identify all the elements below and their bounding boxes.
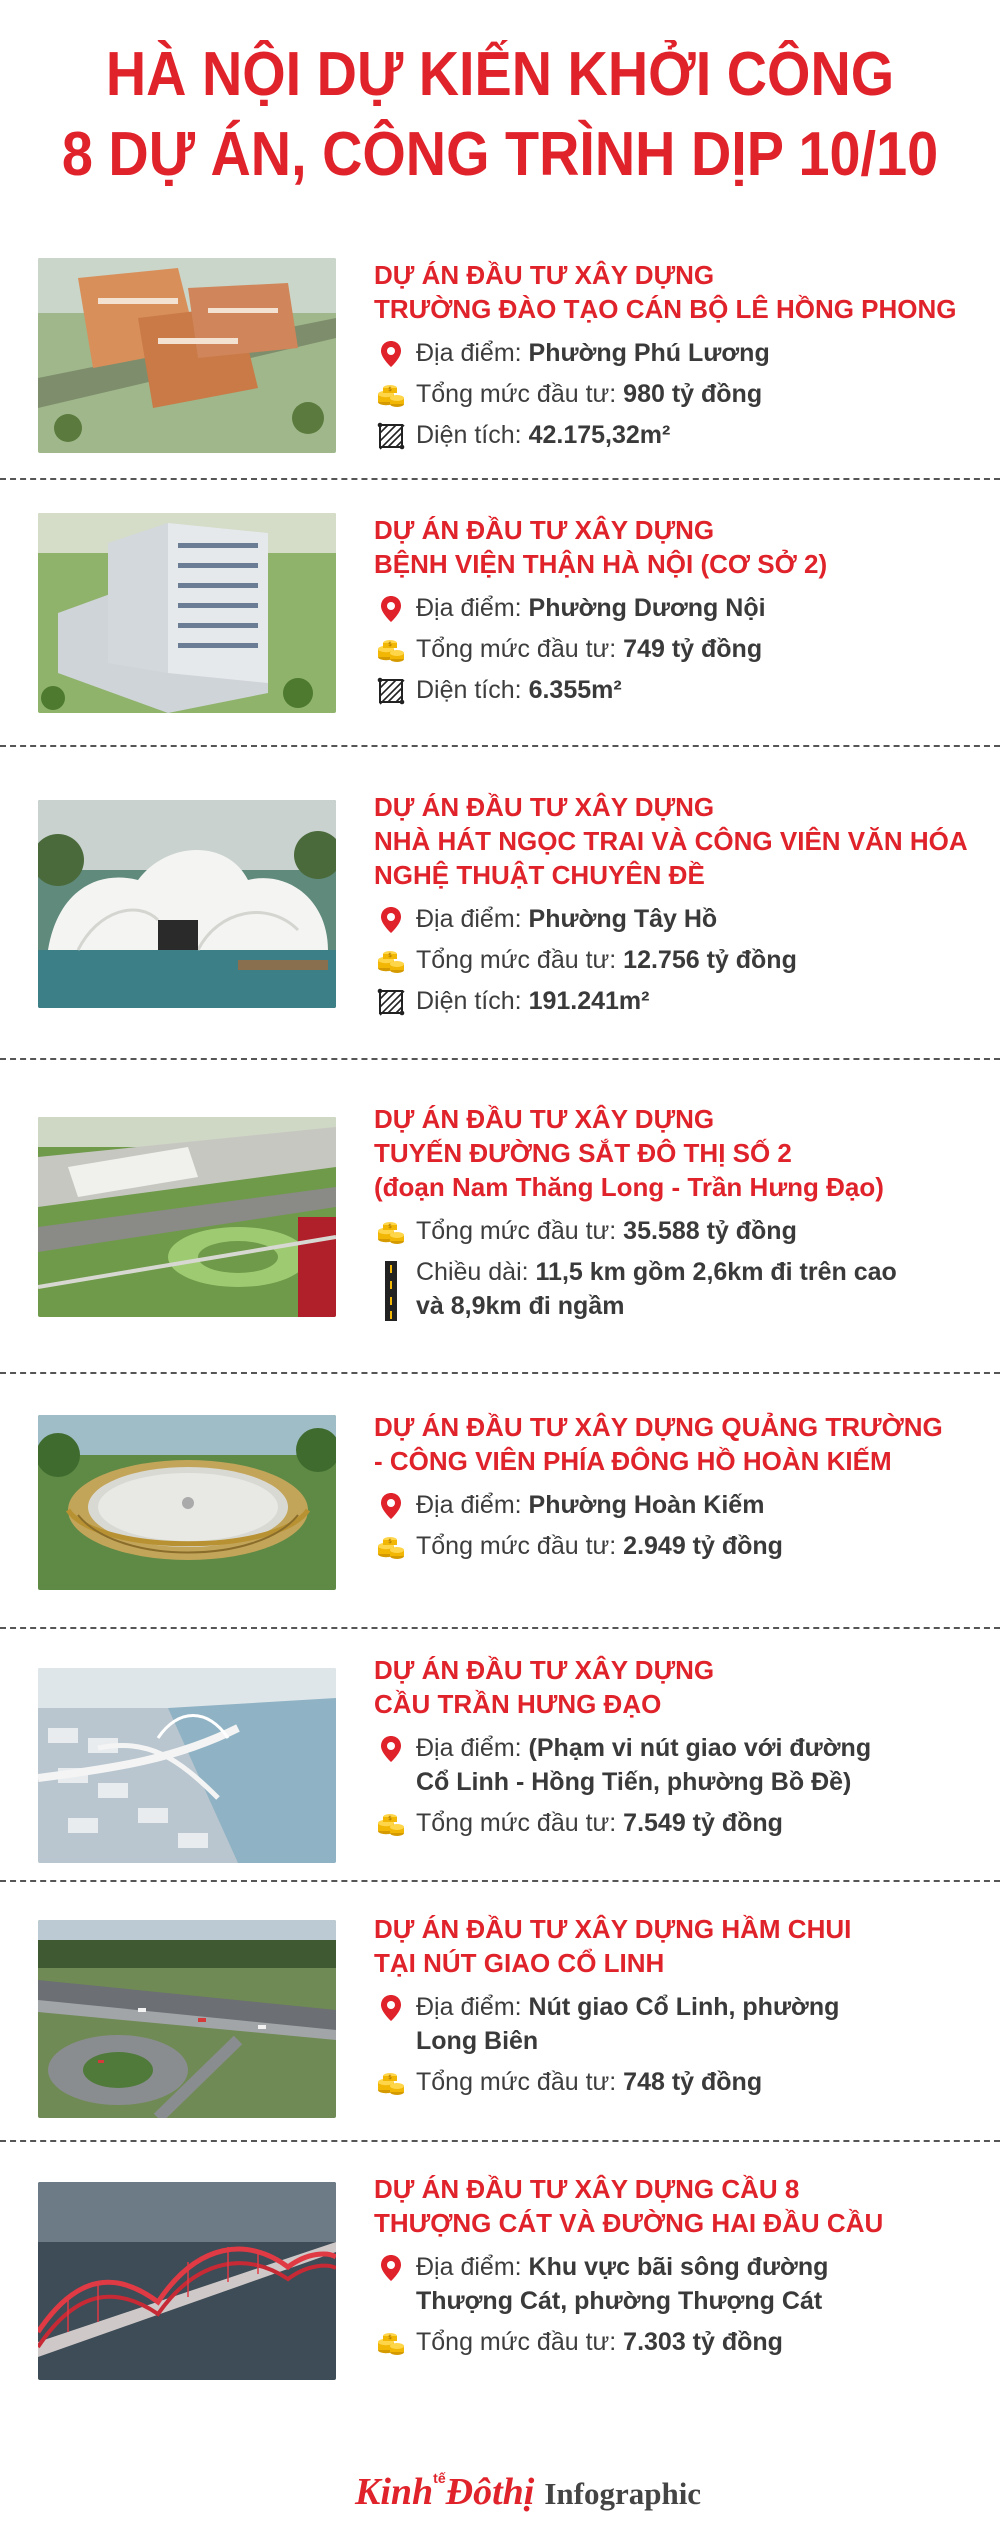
- project-3-image: [38, 800, 336, 1008]
- project-3-title-line-3: NGHỆ THUẬT CHUYÊN ĐỀ: [374, 860, 705, 890]
- area-value: 191.241m²: [528, 987, 650, 1015]
- area-label: Diện tích:: [416, 676, 529, 704]
- investment-label: Tổng mức đầu tư:: [416, 1809, 624, 1837]
- coin-stack-icon: [376, 946, 406, 976]
- project-7-investment: [374, 2065, 974, 2099]
- project-6-title-line-2: CẦU TRẦN HƯNG ĐẠO: [374, 1689, 662, 1719]
- investment-label: Tổng mức đầu tư:: [416, 1217, 624, 1245]
- project-6-title-line-1: DỰ ÁN ĐẦU TƯ XÂY DỰNG: [374, 1655, 715, 1685]
- coin-stack-icon: [376, 635, 406, 665]
- investment-value: 748 tỷ đồng: [623, 2068, 763, 2096]
- project-2-info: [374, 513, 974, 714]
- location-value-line-2: Long Biên: [416, 2027, 539, 2055]
- coin-stack-icon: [376, 1532, 406, 1562]
- divider-6: [0, 1880, 1000, 1882]
- title-line-2: 8 DỰ ÁN, CÔNG TRÌNH DỊP 10/10: [61, 120, 939, 189]
- investment-value: 980 tỷ đồng: [623, 380, 763, 408]
- project-7-title-line-2: TẠI NÚT GIAO CỔ LINH: [374, 1948, 665, 1978]
- location-value: Phường Tây Hồ: [528, 905, 718, 933]
- coin-stack-icon: [376, 1809, 406, 1839]
- location-value-line-1: Nút giao Cổ Linh, phường: [528, 1993, 840, 2021]
- map-pin-icon: [376, 594, 406, 624]
- location-label: Địa điểm:: [416, 1491, 529, 1519]
- project-8-title: [374, 2172, 974, 2240]
- project-5-image: [38, 1415, 336, 1590]
- project-2-title-line-2: BỆNH VIỆN THẬN HÀ NỘI (CƠ SỞ 2): [374, 549, 828, 579]
- project-1-location: [374, 336, 974, 370]
- project-6-title: [374, 1653, 974, 1721]
- location-label: Địa điểm:: [416, 905, 529, 933]
- project-8-location: [374, 2250, 974, 2318]
- project-6-info: [374, 1653, 974, 1847]
- coin-stack-icon: [376, 2068, 406, 2098]
- project-3-title-line-1: DỰ ÁN ĐẦU TƯ XÂY DỰNG: [374, 792, 715, 822]
- page-title: [50, 35, 950, 195]
- divider-3: [0, 1058, 1000, 1060]
- map-pin-icon: [376, 2253, 406, 2283]
- project-2-title: [374, 513, 974, 581]
- project-2-image: [38, 513, 336, 713]
- project-3-area: [374, 984, 974, 1018]
- location-value: Phường Dương Nội: [528, 594, 766, 622]
- location-value: Phường Hoàn Kiếm: [528, 1491, 765, 1519]
- project-5-title-line-1: DỰ ÁN ĐẦU TƯ XÂY DỰNG QUẢNG TRƯỜNG: [374, 1412, 943, 1442]
- brand-logo-amp: tế: [433, 2470, 446, 2486]
- footer-brand: [355, 2470, 701, 2520]
- project-4-title: [374, 1102, 974, 1204]
- length-value-line-2: và 8,9km đi ngầm: [416, 1292, 625, 1320]
- investment-value: 12.756 tỷ đồng: [623, 946, 797, 974]
- location-value-line-2: Thượng Cát, phường Thượng Cát: [416, 2287, 823, 2315]
- divider-7: [0, 2140, 1000, 2142]
- location-label: Địa điểm:: [416, 1734, 529, 1762]
- project-8-investment: [374, 2325, 974, 2359]
- location-label: Địa điểm:: [416, 2253, 529, 2281]
- area-hatch-icon: [376, 676, 406, 706]
- project-7-title-line-1: DỰ ÁN ĐẦU TƯ XÂY DỰNG HẦM CHUI: [374, 1914, 852, 1944]
- divider-1: [0, 478, 1000, 480]
- project-1-title: [374, 258, 974, 326]
- project-8-title-line-2: THƯỢNG CÁT VÀ ĐƯỜNG HAI ĐẦU CẦU: [374, 2208, 884, 2238]
- location-label: Địa điểm:: [416, 339, 529, 367]
- brand-infographic-label: Infographic: [544, 2476, 702, 2511]
- location-label: Địa điểm:: [416, 594, 529, 622]
- location-label: Địa điểm:: [416, 1993, 529, 2021]
- divider-2: [0, 745, 1000, 747]
- map-pin-icon: [376, 339, 406, 369]
- project-7-info: [374, 1912, 974, 2106]
- project-4-info: [374, 1102, 974, 1330]
- investment-label: Tổng mức đầu tư:: [416, 1532, 624, 1560]
- project-3-investment: [374, 943, 974, 977]
- area-label: Diện tích:: [416, 421, 529, 449]
- brand-logo-part-2: Đôthị: [445, 2471, 535, 2513]
- length-label: Chiều dài:: [416, 1258, 536, 1286]
- project-6-location: [374, 1731, 974, 1799]
- project-2-area: [374, 673, 974, 707]
- project-1-area: [374, 418, 974, 452]
- brand-logo-part-1: Kinh: [355, 2471, 434, 2513]
- investment-value: 35.588 tỷ đồng: [623, 1217, 797, 1245]
- project-7-image: [38, 1920, 336, 2118]
- project-1-info: [374, 258, 974, 459]
- project-5-title: [374, 1410, 974, 1478]
- project-4-length: [374, 1255, 974, 1323]
- area-value: 6.355m²: [528, 676, 622, 704]
- project-4-title-line-1: DỰ ÁN ĐẦU TƯ XÂY DỰNG: [374, 1104, 715, 1134]
- map-pin-icon: [376, 1993, 406, 2023]
- location-value: Phường Phú Lương: [528, 339, 770, 367]
- project-8-title-line-1: DỰ ÁN ĐẦU TƯ XÂY DỰNG CẦU 8: [374, 2174, 800, 2204]
- coin-stack-icon: [376, 1217, 406, 1247]
- map-pin-icon: [376, 1491, 406, 1521]
- divider-5: [0, 1627, 1000, 1629]
- project-8-image: [38, 2182, 336, 2380]
- project-5-title-line-2: - CÔNG VIÊN PHÍA ĐÔNG HỒ HOÀN KIẾM: [374, 1446, 892, 1476]
- project-4-investment: [374, 1214, 974, 1248]
- project-3-title: [374, 790, 974, 892]
- area-hatch-icon: [376, 987, 406, 1017]
- project-5-info: [374, 1410, 974, 1570]
- investment-label: Tổng mức đầu tư:: [416, 946, 624, 974]
- project-4-image: [38, 1117, 336, 1317]
- project-3-info: [374, 790, 974, 1025]
- coin-stack-icon: [376, 2328, 406, 2358]
- investment-label: Tổng mức đầu tư:: [416, 380, 624, 408]
- area-label: Diện tích:: [416, 987, 529, 1015]
- area-value: 42.175,32m²: [528, 421, 671, 449]
- project-7-title: [374, 1912, 974, 1980]
- location-value-line-1: (Phạm vi nút giao với đường: [528, 1734, 872, 1762]
- divider-4: [0, 1372, 1000, 1374]
- project-4-title-line-3: (đoạn Nam Thăng Long - Trần Hưng Đạo): [374, 1172, 884, 1202]
- project-8-info: [374, 2172, 974, 2366]
- location-value-line-1: Khu vực bãi sông đường: [528, 2253, 829, 2281]
- project-6-image: [38, 1668, 336, 1863]
- project-1-investment: [374, 377, 974, 411]
- location-value-line-2: Cổ Linh - Hồng Tiến, phường Bồ Đề): [416, 1768, 852, 1796]
- project-2-investment: [374, 632, 974, 666]
- project-1-title-line-2: TRƯỜNG ĐÀO TẠO CÁN BỘ LÊ HỒNG PHONG: [374, 294, 957, 324]
- investment-value: 749 tỷ đồng: [623, 635, 763, 663]
- map-pin-icon: [376, 905, 406, 935]
- project-5-location: [374, 1488, 974, 1522]
- length-value-line-1: 11,5 km gồm 2,6km đi trên cao: [535, 1258, 897, 1286]
- investment-value: 7.549 tỷ đồng: [623, 1809, 783, 1837]
- investment-label: Tổng mức đầu tư:: [416, 2328, 624, 2356]
- project-2-title-line-1: DỰ ÁN ĐẦU TƯ XÂY DỰNG: [374, 515, 715, 545]
- project-2-location: [374, 591, 974, 625]
- map-pin-icon: [376, 1734, 406, 1764]
- coin-stack-icon: [376, 380, 406, 410]
- investment-label: Tổng mức đầu tư:: [416, 635, 624, 663]
- investment-label: Tổng mức đầu tư:: [416, 2068, 624, 2096]
- project-1-image: [38, 258, 336, 453]
- project-3-title-line-2: NHÀ HÁT NGỌC TRAI VÀ CÔNG VIÊN VĂN HÓA: [374, 826, 968, 856]
- project-6-investment: [374, 1806, 974, 1840]
- project-3-location: [374, 902, 974, 936]
- investment-value: 7.303 tỷ đồng: [623, 2328, 783, 2356]
- project-7-location: [374, 1990, 974, 2058]
- project-4-title-line-2: TUYẾN ĐƯỜNG SẮT ĐÔ THỊ SỐ 2: [374, 1138, 792, 1168]
- project-1-title-line-1: DỰ ÁN ĐẦU TƯ XÂY DỰNG: [374, 260, 715, 290]
- road-icon: [376, 1261, 406, 1321]
- investment-value: 2.949 tỷ đồng: [623, 1532, 783, 1560]
- project-5-investment: [374, 1529, 974, 1563]
- title-line-1: HÀ NỘI DỰ KIẾN KHỞI CÔNG: [105, 40, 895, 109]
- area-hatch-icon: [376, 421, 406, 451]
